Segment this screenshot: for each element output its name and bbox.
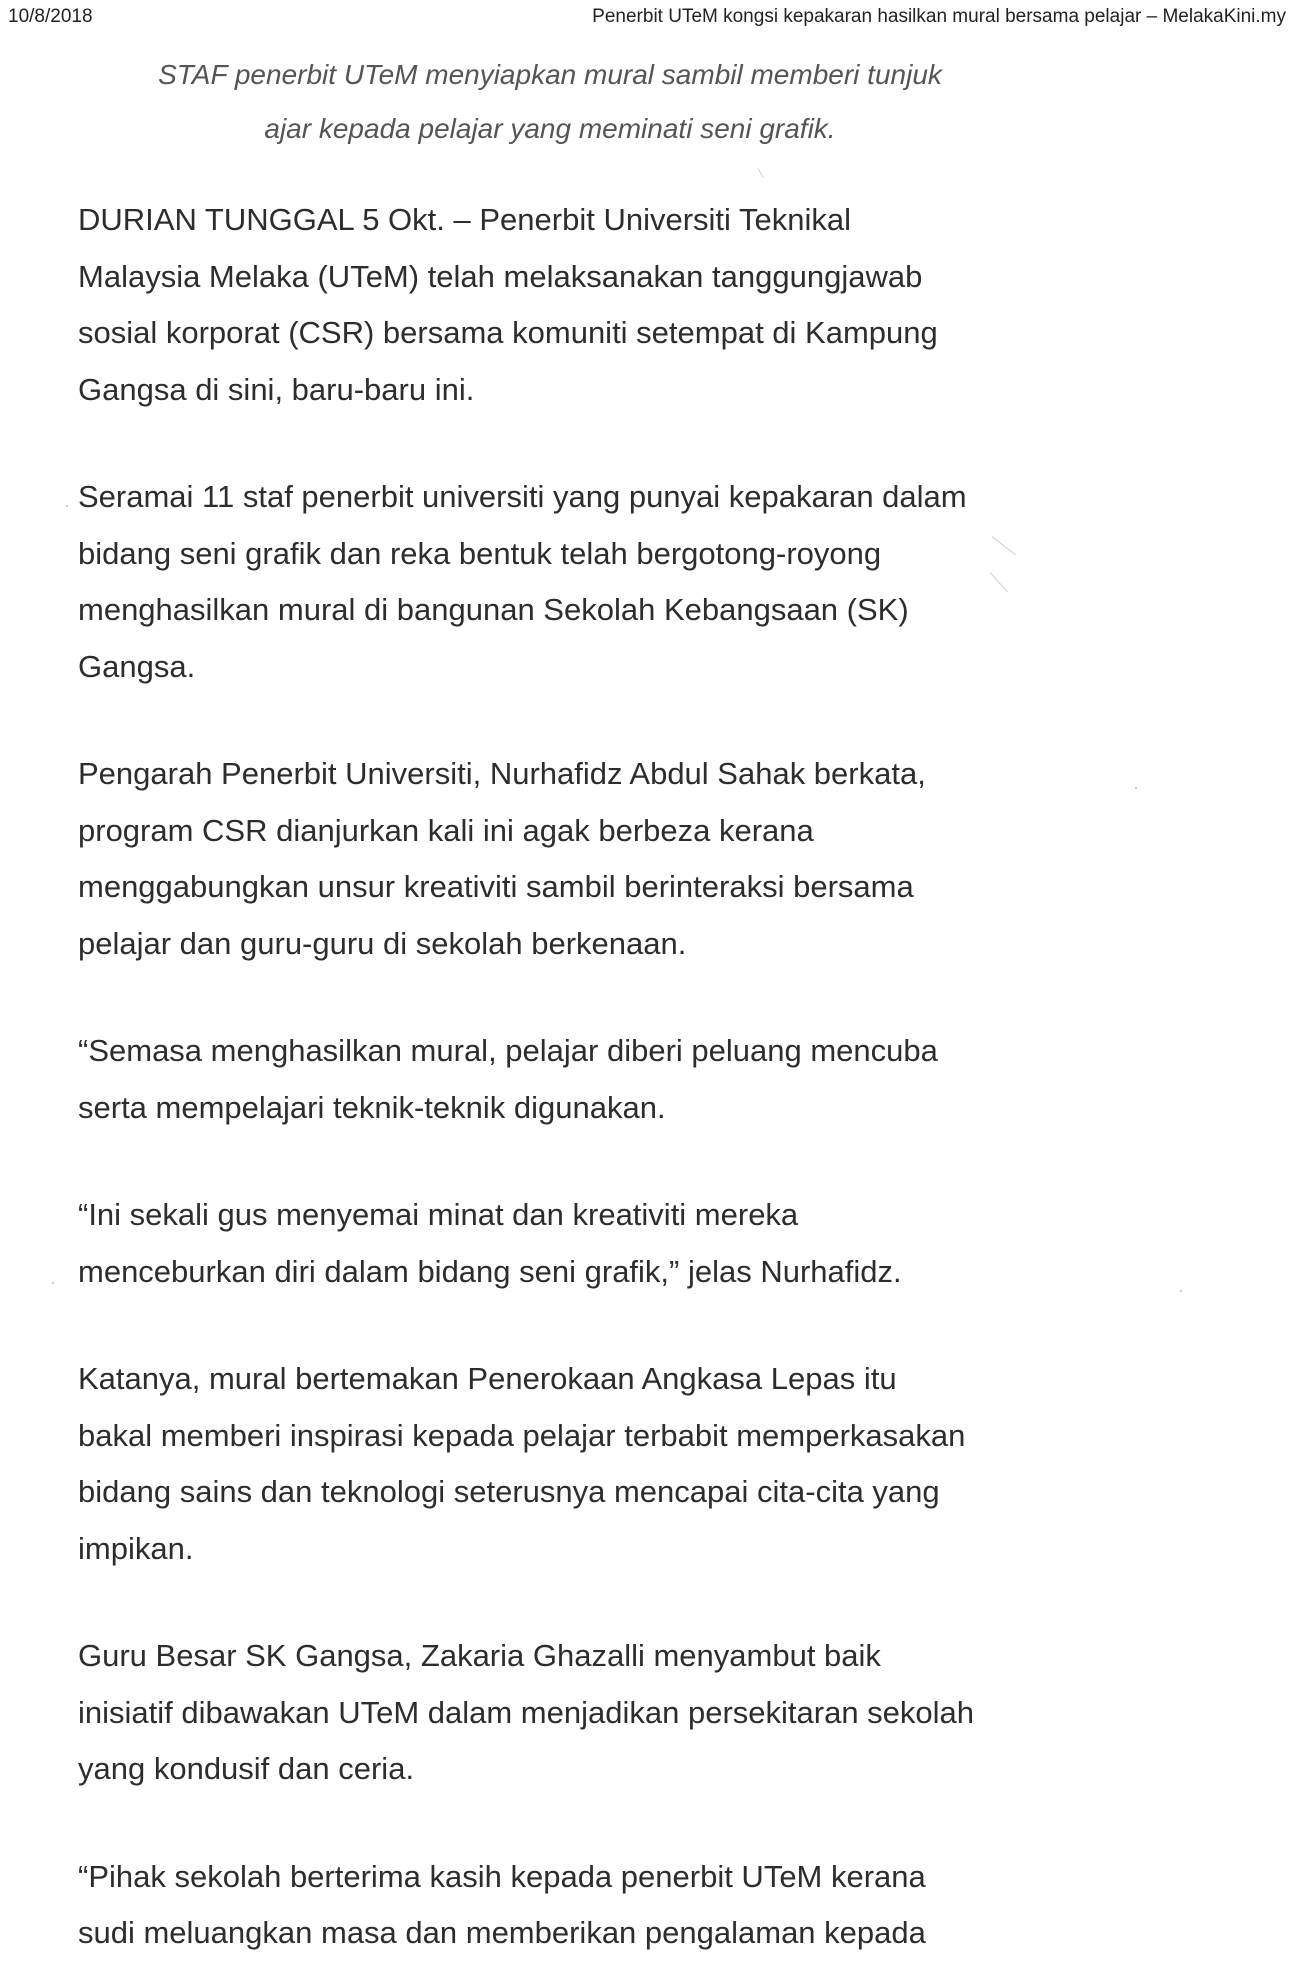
paragraph-line: menggabungkan unsur kreativiti sambil berinteraksi bersama [78, 869, 914, 904]
paragraph-line: Katanya, mural bertemakan Penerokaan Angkasa Lepas itu [78, 1361, 897, 1396]
paragraph-line: program CSR dianjurkan kali ini agak berbeza kerana [78, 812, 814, 848]
paragraph-line: “Ini sekali gus menyemai minat dan kreativiti mereka [78, 1197, 799, 1232]
article-body [78, 192, 1078, 1962]
paragraph-line: bidang seni grafik dan reka bentuk telah bergotong-royong [78, 535, 882, 571]
article-paragraph [78, 746, 1078, 972]
paragraph-line: menceburkan diri dalam bidang seni grafik,” jelas Nurhafidz. [78, 1253, 902, 1289]
paragraph-line: serta mempelajari teknik-teknik digunakan. [78, 1089, 666, 1125]
article-paragraph [78, 1628, 1078, 1798]
article-paragraph [78, 1187, 1078, 1300]
paragraph-line: pelajar dan guru-guru di sekolah berkenaan. [78, 925, 687, 961]
article-paragraph [78, 1023, 1078, 1136]
print-page-title: Penerbit UTeM kongsi kepakaran hasilkan mural bersama pelajar – MelakaKini.my [592, 6, 1286, 27]
paragraph-line: “Semasa menghasilkan mural, pelajar diberi peluang mencuba [78, 1033, 938, 1068]
paragraph-line: inisiatif dibawakan UTeM dalam menjadikan persekitaran sekolah [78, 1694, 975, 1730]
caption-line: ajar kepada pelajar yang meminati seni grafik. [264, 113, 836, 144]
paragraph-line: “Pihak sekolah berterima kasih kepada penerbit UTeM kerana [78, 1858, 926, 1894]
caption-line: STAF penerbit UTeM menyiapkan mural sambil memberi tunjuk [158, 59, 942, 90]
scan-speck [1180, 1290, 1182, 1292]
paragraph-line: Gangsa di sini, baru-baru ini. [78, 371, 475, 407]
paragraph-line: Seramai 11 staf penerbit universiti yang punyai kepakaran dalam [78, 479, 967, 514]
print-date: 10/8/2018 [8, 6, 93, 27]
paragraph-line: sudi meluangkan masa dan memberikan pengalaman kepada [78, 1915, 926, 1950]
paragraph-line: bakal memberi inspirasi kepada pelajar terbabit memperkasakan [78, 1417, 966, 1453]
print-header [8, 6, 1286, 32]
paragraph-line: Gangsa. [78, 648, 196, 684]
paragraph-line: Guru Besar SK Gangsa, Zakaria Ghazalli menyambut baik [78, 1638, 881, 1673]
paragraph-line: DURIAN TUNGGAL 5 Okt. – Penerbit Universiti Teknikal [78, 202, 851, 237]
scan-stroke [758, 168, 764, 177]
scan-speck [52, 1282, 54, 1284]
article-paragraph [78, 1849, 1078, 1962]
article-paragraph [78, 1351, 1078, 1577]
article-paragraph [78, 192, 1078, 418]
paragraph-line: impikan. [78, 1530, 194, 1566]
paragraph-line: yang kondusif dan ceria. [78, 1751, 415, 1786]
paragraph-line: menghasilkan mural di bangunan Sekolah Kebangsaan (SK) [78, 592, 909, 627]
article-paragraph [78, 469, 1078, 695]
paragraph-line: bidang sains dan teknologi seterusnya mencapai cita-cita yang [78, 1474, 940, 1509]
scan-speck [66, 505, 68, 507]
paragraph-line: sosial korporat (CSR) bersama komuniti setempat di Kampung [78, 315, 938, 350]
scan-speck [1135, 787, 1137, 789]
photo-caption [100, 48, 1000, 156]
paragraph-line: Malaysia Melaka (UTeM) telah melaksanakan tanggungjawab [78, 258, 923, 294]
paragraph-line: Pengarah Penerbit Universiti, Nurhafidz Abdul Sahak berkata, [78, 756, 926, 791]
